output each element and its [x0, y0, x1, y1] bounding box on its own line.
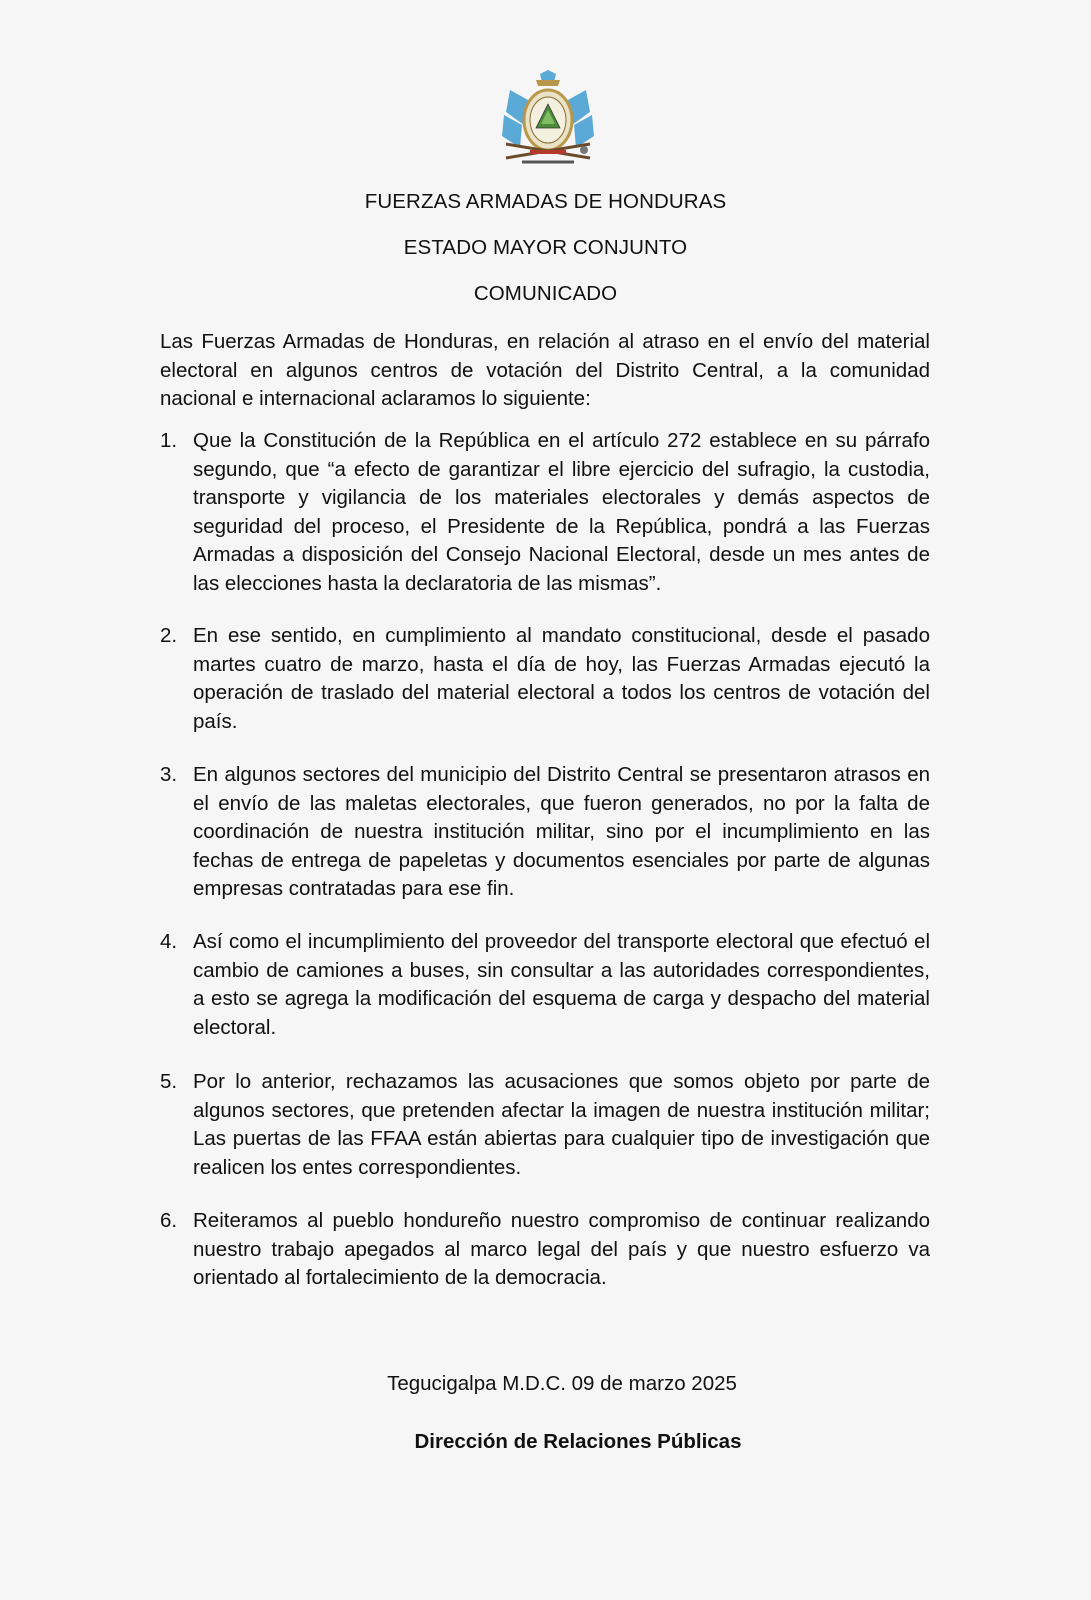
- institution-subtitle: ESTADO MAYOR CONJUNTO: [403, 236, 688, 259]
- coat-of-arms-icon: [500, 70, 596, 170]
- list-item-text: En algunos sectores del municipio del Distrito Central se presentaron atrasos en el envío de las maletas electorales, que fueron generados, no por la falta de coordinación de nuestra institución militar, sino por el incumplimiento en las fechas de entrega de papeletas y documentos esenciales por parte de algunas empresas contratadas para ese fin.: [193, 763, 930, 900]
- list-item: [160, 622, 930, 736]
- place-and-date: Tegucigalpa M.D.C. 09 de marzo 2025: [387, 1372, 737, 1395]
- list-item: [160, 427, 930, 598]
- list-item-text: Por lo anterior, rechazamos las acusaciones que somos objeto por parte de algunos sectores, que pretenden afectar la imagen de nuestra institución militar; Las puertas de las FFAA están abiertas para cualquier tipo de investigación que realicen los entes correspondientes.: [193, 1070, 930, 1179]
- document-type-title: COMUNICADO: [473, 282, 618, 305]
- issuing-office: Dirección de Relaciones Públicas: [414, 1430, 742, 1453]
- list-item-text: Que la Constitución de la República en el artículo 272 establece en su párrafo segundo, que “a efecto de garantizar el libre ejercicio del sufragio, la custodia, transporte y vigilancia de los materiales electorales y demás aspectos de seguridad del proceso, el Presidente de la República, pondrá a las Fuerzas Armadas a disposición del Consejo Nacional Electoral, desde un mes antes de las elecciones hasta la declaratoria de las mismas”.: [193, 429, 930, 595]
- list-item-number: 1.: [160, 429, 178, 452]
- list-item: [160, 1068, 930, 1182]
- list-item: [160, 1207, 930, 1293]
- institution-title: FUERZAS ARMADAS DE HONDURAS: [364, 190, 727, 213]
- list-item-number: 3.: [160, 763, 178, 786]
- list-item-number: 6.: [160, 1209, 178, 1232]
- list-item-number: 2.: [160, 624, 178, 647]
- list-item-number: 4.: [160, 930, 178, 953]
- list-item-text: Así como el incumplimiento del proveedor del transporte electoral que efectuó el cambio de camiones a buses, sin consultar a las autoridades correspondientes, a esto se agrega la modificación del esquema de carga y despacho del material electoral.: [193, 930, 930, 1039]
- list-item-text: En ese sentido, en cumplimiento al mandato constitucional, desde el pasado martes cuatro de marzo, hasta el día de hoy, las Fuerzas Armadas ejecutó la operación de traslado del material electoral a todos los centros de votación del país.: [193, 624, 930, 733]
- intro-paragraph: Las Fuerzas Armadas de Honduras, en relación al atraso en el envío del material electoral en algunos centros de votación del Distrito Central, a la comunidad nacional e internacional aclaramos lo siguiente:: [160, 330, 930, 410]
- list-item-text: Reiteramos al pueblo hondureño nuestro compromiso de continuar realizando nuestro trabajo apegados al marco legal del país y que nuestro esfuerzo va orientado al fortalecimiento de la democracia.: [193, 1209, 930, 1289]
- list-item-number: 5.: [160, 1070, 178, 1093]
- list-item: [160, 928, 930, 1042]
- list-item: [160, 761, 930, 904]
